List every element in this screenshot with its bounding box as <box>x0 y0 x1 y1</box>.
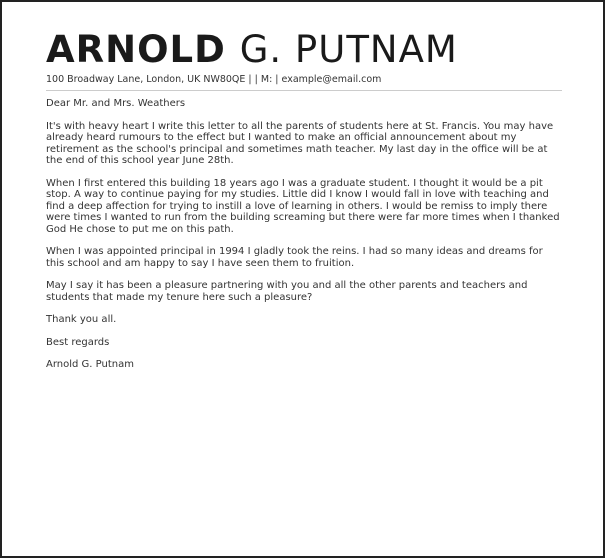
contact-info: 100 Broadway Lane, London, UK NW80QE | | M: | example@email.com <box>46 74 382 85</box>
header-divider <box>46 90 562 91</box>
body-paragraph: May I say it has been a pleasure partnering with you and all the other parents and teachers and students that made my tenure here such a pleasure? <box>46 280 528 303</box>
signature: Arnold G. Putnam <box>46 359 134 370</box>
body-paragraph: When I was appointed principal in 1994 I gladly took the reins. I had so many ideas and dreams for this school and am happy to say I have seen them to fruition. <box>46 246 543 269</box>
salutation: Dear Mr. and Mrs. Weathers <box>46 98 186 109</box>
sender-first-name: ARNOLD <box>46 28 226 71</box>
body-paragraph: It's with heavy heart I write this letter to all the parents of students here at St. Francis. You may have already heard rumours to the effect but I wanted to make an official announcement about my retirement as the school's principal and sometimes math teacher. My last day in the office will be at the end of this school year June 28th. <box>46 120 554 166</box>
letter-body <box>46 98 562 371</box>
closing-line: Best regards <box>46 336 110 348</box>
body-paragraph: When I first entered this building 18 years ago I was a graduate student. I thought it would be a pit stop. A way to continue paying for my studies. Little did I know I would fall in love with teaching and find a deep affection for trying to instill a love of learning in others. I would be remiss to imply there were times I wanted to run from the building screaming but there were far more times when I thanked God He chose to put me on this path. <box>46 177 560 235</box>
thanks-line: Thank you all. <box>46 314 117 325</box>
sender-name <box>46 30 562 70</box>
letter-content <box>46 30 562 382</box>
sender-last-name: G. PUTNAM <box>239 28 458 71</box>
